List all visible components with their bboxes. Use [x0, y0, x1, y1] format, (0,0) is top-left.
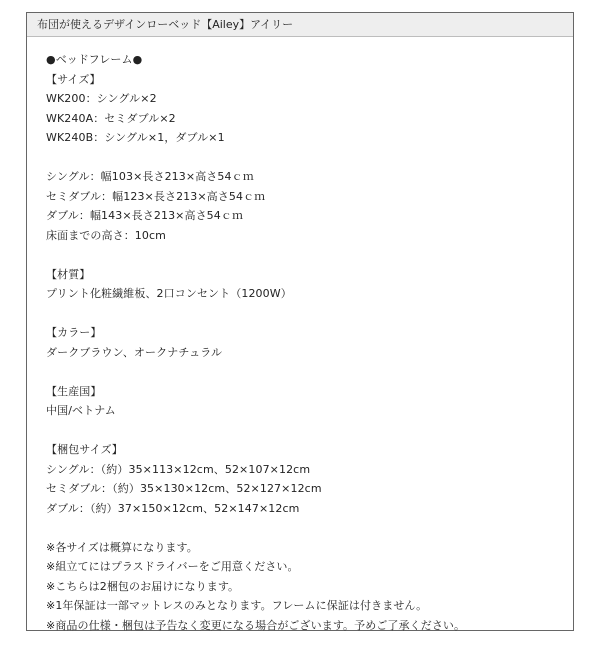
- section-bed-frame-size: [46, 50, 563, 148]
- spec-line: プリント化粧繊維板、2口コンセント（1200W）: [46, 287, 292, 300]
- note-line: ※こちらは2梱包のお届けになります。: [46, 579, 240, 593]
- section-material: [46, 265, 563, 304]
- spec-line: ●ベッドフレーム●: [46, 53, 143, 66]
- spec-line: 【生産国】: [46, 384, 102, 398]
- spec-list: [46, 50, 563, 655]
- spec-line: 床面までの高さ：10cm: [46, 228, 166, 242]
- note-line: ※商品の仕様・梱包は予告なく変更になる場合がございます。予めご了承ください。: [46, 618, 466, 632]
- section-package-size: [46, 440, 563, 518]
- section-dimensions: [46, 167, 563, 245]
- spec-line: セミダブル：幅123×長さ213×高さ54ｃｍ: [46, 189, 266, 203]
- panel-title: 布団が使えるデザインローベッド【Ailey】アイリー: [27, 13, 573, 37]
- spec-line: ダークブラウン、オークナチュラル: [46, 345, 223, 359]
- spec-line: セミダブル：（約）35×130×12cm、52×127×12cm: [46, 482, 322, 495]
- spec-line: 【サイズ】: [46, 72, 101, 86]
- note-line: ※各サイズは概算になります。: [46, 540, 198, 554]
- spec-line: シングル：（約）35×113×12cm、52×107×12cm: [46, 462, 311, 476]
- spec-line: ダブル：幅143×長さ213×高さ54ｃｍ: [46, 209, 244, 222]
- spec-line: ダブル：（約）37×150×12cm、52×147×12cm: [46, 501, 300, 515]
- spec-line: WK240A：セミダブル×2: [46, 111, 176, 125]
- section-origin: [46, 382, 563, 421]
- spec-line: 【梱包サイズ】: [46, 443, 123, 456]
- spec-line: 【カラー】: [46, 326, 102, 339]
- spec-line: 【材質】: [46, 267, 91, 281]
- note-line: ※組立てにはプラスドライバーをご用意ください。: [46, 560, 299, 573]
- spec-line: 中国/ベトナム: [46, 404, 116, 417]
- product-spec-panel: [26, 12, 574, 631]
- section-color: [46, 323, 563, 362]
- spec-line: WK240B：シングル×1，ダブル×1: [46, 131, 225, 144]
- note-line: ※1年保証は一部マットレスのみとなります。フレームに保証は付きません。: [46, 599, 428, 612]
- spec-line: WK200：シングル×2: [46, 92, 157, 105]
- section-notes: [46, 538, 563, 636]
- spec-line: シングル：幅103×長さ213×高さ54ｃｍ: [46, 170, 254, 183]
